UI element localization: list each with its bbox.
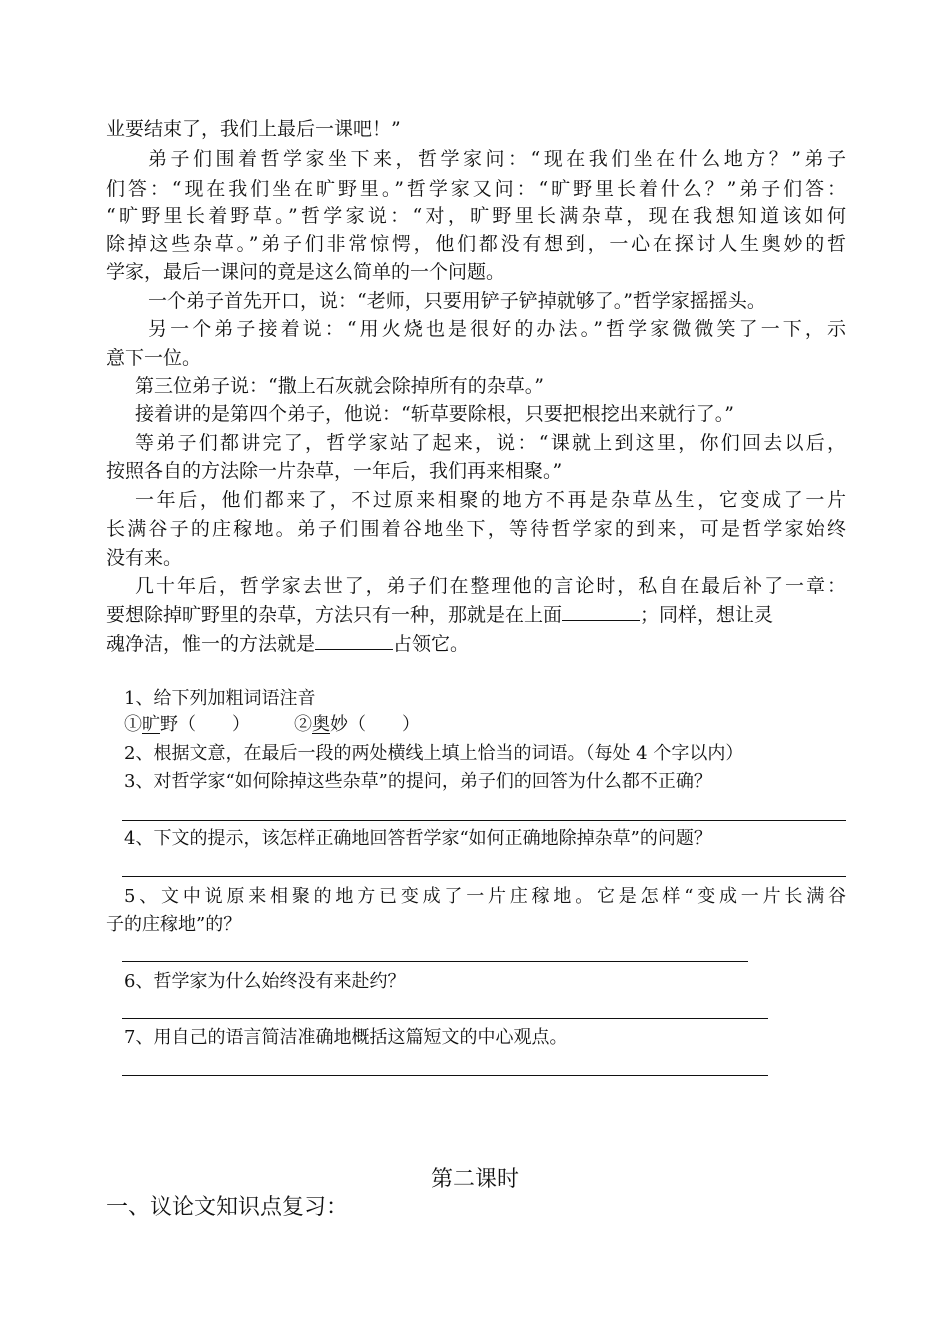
question-3: 3、对哲学家“如何除掉这些杂草”的提问，弟子们的回答为什么都不正确？ [124, 771, 712, 792]
item-text: 野（ ） [160, 714, 250, 735]
question-5: 5、文中说原来相聚的地方已变成了一片庄稼地。它是怎样“变成一片长满谷 [124, 886, 846, 907]
answer-line[interactable] [122, 1018, 768, 1019]
fill-in-blank[interactable] [562, 602, 640, 621]
passage-text: 要想除掉旷野里的杂草，方法只有一种，那就是在上面 [106, 604, 563, 626]
underlined-char: 旷 [142, 714, 160, 735]
passage-line: 接着讲的是第四个弟子，他说：“斩草要除根，只要把根挖出来就行了。” [135, 403, 734, 425]
answer-line[interactable] [122, 961, 748, 962]
fill-in-blank[interactable] [315, 631, 393, 650]
item-number: ② [294, 714, 312, 735]
question-1-items [124, 712, 420, 738]
question-1: 1、给下列加粗词语注音 [124, 688, 316, 709]
passage-line: 们答：“现在我们坐在旷野里。”哲学家又问：“旷野里长着什么？”弟子们答： [106, 178, 846, 200]
passage-line: 业要结束了，我们上最后一课吧！” [106, 118, 401, 140]
answer-line[interactable] [122, 820, 846, 821]
question-5-continued: 子的庄稼地”的？ [106, 914, 242, 935]
passage-line: 第三位弟子说：“撒上石灰就会除掉所有的杂草。” [135, 375, 544, 397]
item-text: 妙（ ） [330, 714, 420, 735]
passage-line-with-blank [106, 631, 469, 657]
answer-line[interactable] [122, 876, 846, 877]
passage-line: 意下一位。 [106, 347, 202, 369]
passage-line: 另一个弟子接着说：“用火烧也是很好的办法。”哲学家微微笑了一下，示 [148, 318, 846, 340]
section-title: 第二课时 [430, 1167, 519, 1192]
passage-line: 等弟子们都讲完了，哲学家站了起来，说：“课就上到这里，你们回去以后， [135, 432, 846, 454]
question-4: 4、下文的提示，该怎样正确地回答哲学家“如何正确地除掉杂草”的问题？ [124, 828, 712, 849]
passage-line: 按照各自的方法除一片杂草，一年后，我们再来相聚。” [106, 460, 563, 482]
passage-text: ；同样，想让灵 [640, 604, 774, 626]
item-number: ① [124, 714, 142, 735]
passage-text: 魂净洁，惟一的方法就是 [106, 633, 316, 655]
passage-line: 除掉这些杂草。”弟子们非常惊愕，他们都没有想到，一心在探讨人生奥妙的哲 [106, 233, 846, 255]
passage-line: 学家，最后一课问的竟是这么简单的一个问题。 [106, 261, 506, 283]
question-7: 7、用自己的语言简洁准确地概括这篇短文的中心观点。 [124, 1027, 568, 1048]
passage-line: “旷野里长着野草。”哲学家说：“对，旷野里长满杂草，现在我想知道该如何 [106, 205, 846, 227]
answer-line[interactable] [122, 1075, 768, 1076]
question-2: 2、根据文意，在最后一段的两处横线上填上恰当的词语。（每处 4 个字以内） [124, 743, 744, 764]
question-6: 6、哲学家为什么始终没有来赴约？ [124, 971, 406, 992]
passage-line: 长满谷子的庄稼地。弟子们围着谷地坐下，等待哲学家的到来，可是哲学家始终 [106, 518, 846, 540]
passage-line: 一个弟子首先开口，说：“老师，只要用铲子铲掉就够了。”哲学家摇摇头。 [148, 290, 766, 312]
passage-text: 占领它。 [393, 633, 470, 655]
passage-line: 没有来。 [106, 547, 183, 569]
section-subheading: 一、议论文知识点复习： [106, 1195, 349, 1220]
underlined-char: 奥 [312, 714, 330, 735]
passage-line: 弟子们围着哲学家坐下来，哲学家问：“现在我们坐在什么地方？”弟子 [148, 148, 846, 170]
passage-line: 几十年后，哲学家去世了，弟子们在整理他的言论时，私自在最后补了一章： [135, 575, 846, 597]
passage-line: 一年后，他们都来了，不过原来相聚的地方不再是杂草丛生，它变成了一片 [135, 489, 846, 511]
passage-line-with-blank [106, 602, 773, 628]
